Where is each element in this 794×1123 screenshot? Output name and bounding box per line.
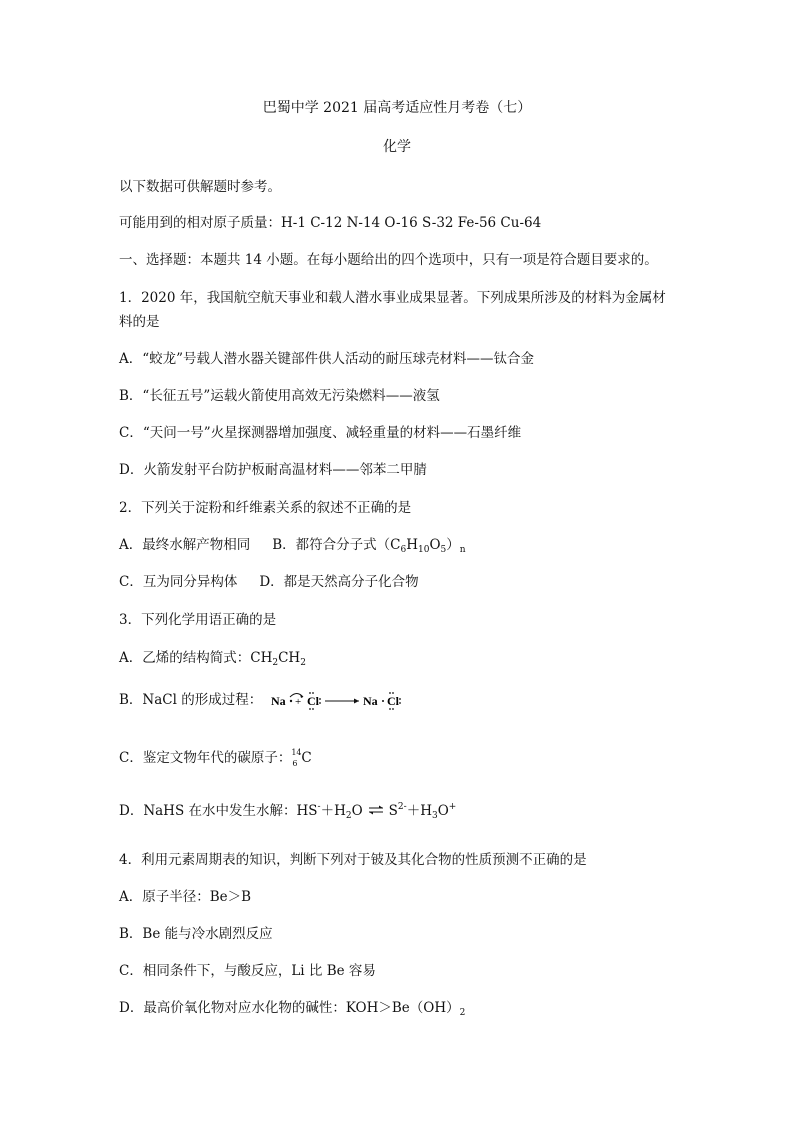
q2-options-cd xyxy=(119,570,419,590)
q2-option-a: A．最终水解产物相同 xyxy=(119,537,251,553)
q3-option-b: B．NaCl 的形成过程： Na + Cl Na Cl xyxy=(119,688,411,712)
q3-stem: 3．下列化学用语正确的是 xyxy=(119,612,277,628)
q1-stem-line2: 料的是 xyxy=(119,314,160,330)
exam-title: 巴蜀中学 2021 届高考适应性月考卷（七） xyxy=(262,100,532,116)
q2-options-ab xyxy=(119,533,466,553)
q4-option-d: D．最高价氧化物对应水化物的碱性：$KOH>Be(OH)_2$ xyxy=(119,1000,466,1018)
nacl-formation-diagram xyxy=(271,690,411,712)
q4-stem: 4．利用元素周期表的知识，判断下列对于铍及其化合物的性质预测不正确的是 xyxy=(119,852,587,868)
q1-option-c: C．“天问一号”火星探测器增加强度、减轻重量的材料——石墨纤维 xyxy=(119,425,522,441)
q2-stem: 2．下列关于淀粉和纤维素关系的叙述不正确的是 xyxy=(119,500,412,516)
q3-option-d: D．NaHS 在水中发生水解：$HS^-+H_2O$ $S^{2-}+H_3O^+$ xyxy=(119,802,457,821)
q2-option-c: C．互为同分异构体 xyxy=(119,574,238,590)
nacl-cl-label: Cl xyxy=(306,693,319,708)
equilibrium-arrow-icon xyxy=(367,803,385,821)
q1-option-d: D．火箭发射平台防护板耐高温材料——邻苯二甲腈 xyxy=(119,462,427,478)
q3-option-a: A．乙烯的结构简式：$CH_2CH_2$ xyxy=(119,650,306,668)
subject-title: 化学 xyxy=(383,139,411,155)
q4-option-a: A．原子半径：Be＞B xyxy=(119,889,252,905)
q1-stem-line1: 1．2020 年，我国航空航天事业和载人潜水事业成果显著。下列成果所涉及的材料为金属材 xyxy=(119,290,666,306)
carbon-14-isotope: 14 6 xyxy=(291,747,302,768)
nacl-na-label: Na xyxy=(270,693,286,708)
q4-option-c: C．相同条件下，与酸反应，Li 比 Be 容易 xyxy=(119,963,376,979)
q2-option-d: D．都是天然高分子化合物 xyxy=(259,574,419,590)
q1-option-a: A．“蛟龙”号载人潜水器关键部件供人活动的耐压球壳材料——钛合金 xyxy=(119,351,535,367)
q3-option-c: C．鉴定文物年代的碳原子： 14 6 C xyxy=(119,747,312,768)
q1-option-b: B．“长征五号”运载火箭使用高效无污染燃料——液氢 xyxy=(119,388,440,404)
q2-option-b: B．都符合分子式$(C_6H_{10}O_5)_n$ xyxy=(272,537,466,555)
q4-option-b: B．Be 能与冷水剧烈反应 xyxy=(119,926,273,942)
nacl-na-product: Na xyxy=(362,693,378,708)
section-heading: 一、选择题：本题共 14 小题。在每小题给出的四个选项中，只有一项是符合题目要求的。 xyxy=(119,252,658,268)
atomic-masses: 可能用到的相对原子质量：H-1 C-12 N-14 O-16 S-32 Fe-56 Cu-64 xyxy=(119,215,542,231)
nacl-cl-product: Cl xyxy=(386,693,399,708)
svg-text:+: + xyxy=(294,695,301,708)
reference-note: 以下数据可供解题时参考。 xyxy=(119,179,281,195)
